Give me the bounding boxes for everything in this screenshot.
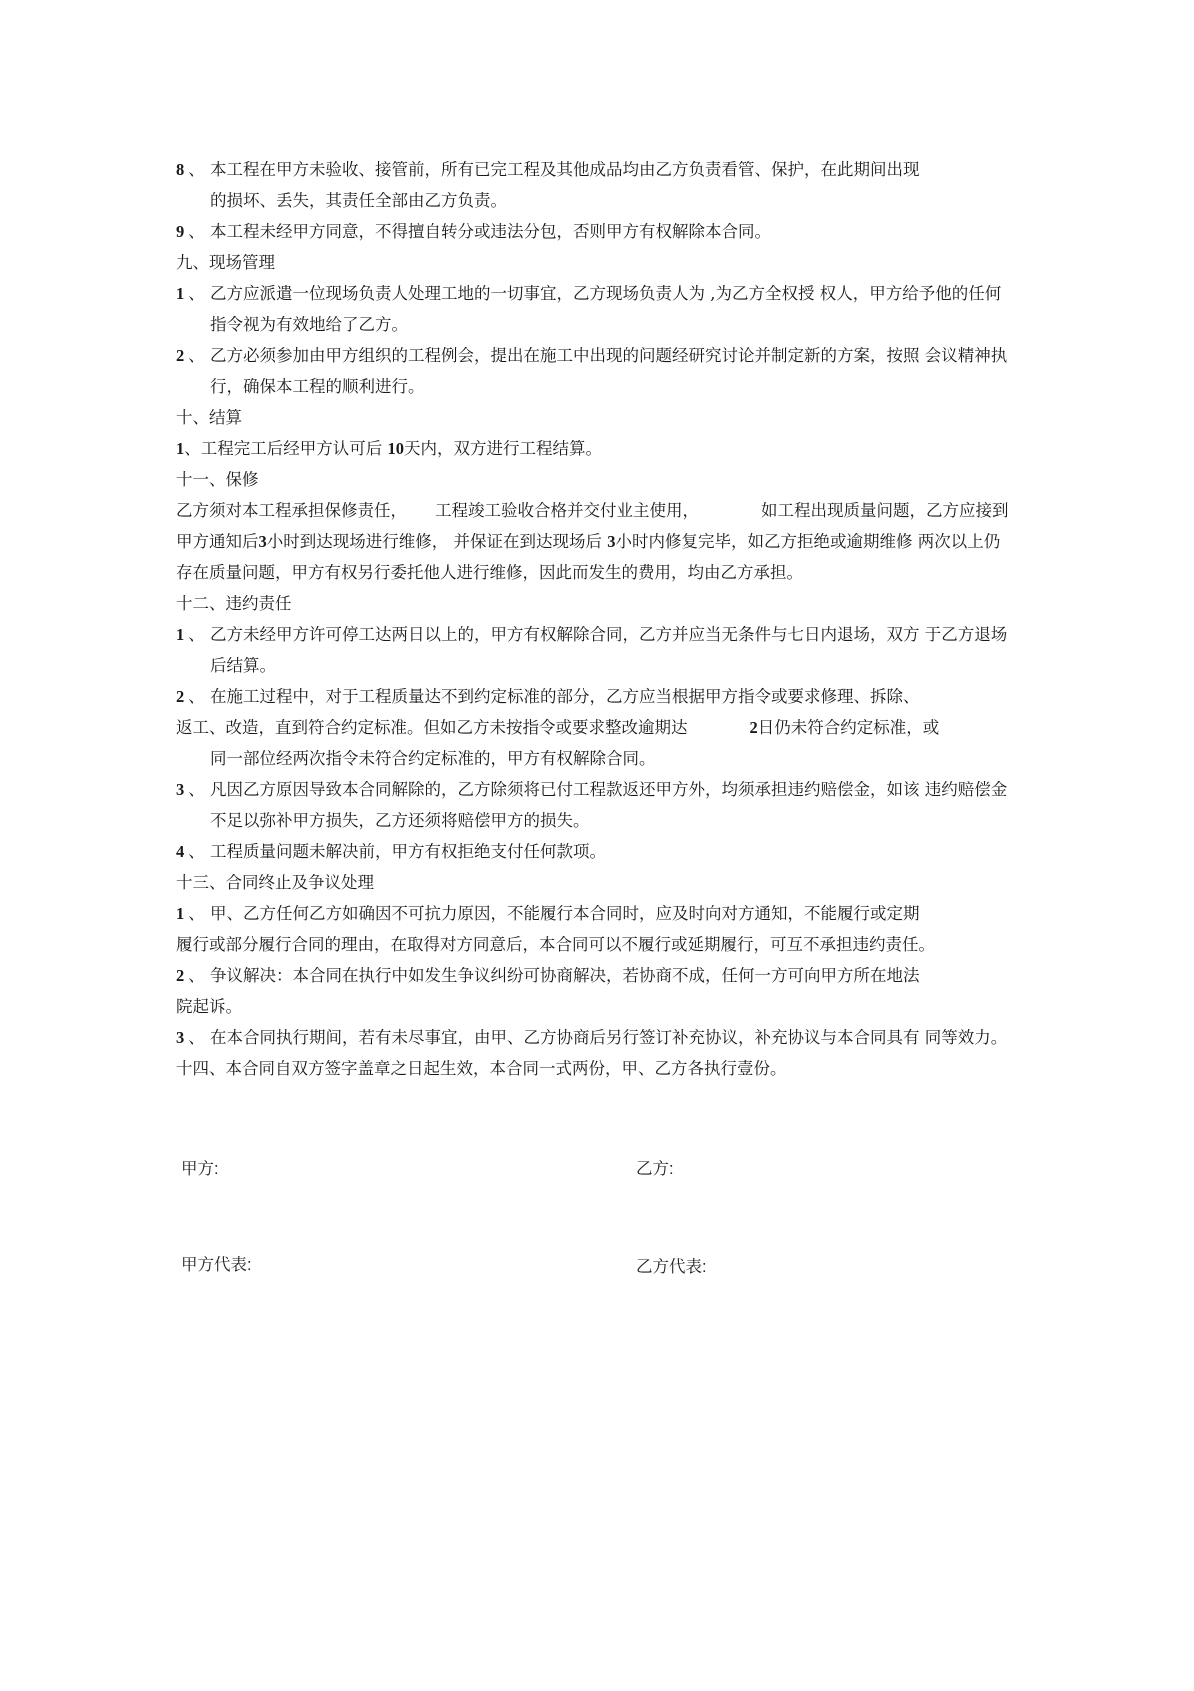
termination-clause-2-line-2: 院起诉。 <box>176 997 242 1016</box>
termination-clause-3-line-1: 3 、 在本合同执行期间，若有未尽事宜，由甲、乙方协商后另行签订补充协议，补充协议与本合同具有 同等效力。 <box>176 1028 1008 1047</box>
section-heading-settlement: 十、结算 <box>176 408 242 427</box>
settlement-clause-1: 1、工程完工后经甲方认可后 10天内，双方进行工程结算。 <box>176 439 602 458</box>
section-heading-warranty: 十一、保修 <box>176 470 259 489</box>
site-clause-1-line-2: 指令视为有效地给了乙方。 <box>210 315 408 334</box>
clause-8-line-1: 8 、 本工程在甲方未验收、接管前，所有已完工程及其他成品均由乙方负责看管、保护，在此期间出现 <box>176 160 920 179</box>
breach-clause-3-line-2: 不足以弥补甲方损失，乙方还须将赔偿甲方的损失。 <box>210 811 590 830</box>
termination-clause-1-line-2: 履行或部分履行合同的理由，在取得对方同意后，本合同可以不履行或延期履行，可互不承担违约责任。 <box>176 935 935 954</box>
site-clause-2-line-1: 2 、 乙方必须参加由甲方组织的工程例会，提出在施工中出现的问题经研究讨论并制定新的方案，按照 会议精神执 <box>176 346 1008 365</box>
party-b-signature-label: 乙方: <box>636 1160 674 1178</box>
breach-clause-3-line-1: 3 、 凡因乙方原因导致本合同解除的，乙方除须将已付工程款返还甲方外，均须承担违约赔偿金，如该 违约赔偿金 <box>176 780 1008 799</box>
clause-9-line-1: 9 、 本工程未经甲方同意，不得擅自转分或违法分包，否则甲方有权解除本合同。 <box>176 222 771 241</box>
termination-clause-2-line-1: 2 、 争议解决：本合同在执行中如发生争议纠纷可协商解决，若协商不成，任何一方可向甲方所在地法 <box>176 966 920 985</box>
clause-8-line-2: 的损坏、丢失，其责任全部由乙方负责。 <box>210 191 507 210</box>
breach-clause-1-line-2: 后结算。 <box>210 656 276 675</box>
warranty-line-2: 甲方通知后3小时到达现场进行维修， 并保证在到达现场后 3小时内修复完毕，如乙方拒绝或逾期维修 两次以上仍 <box>176 532 1001 551</box>
party-b-representative-label: 乙方代表: <box>636 1258 707 1276</box>
section-heading-site-management: 九、现场管理 <box>176 253 275 272</box>
final-clause: 十四、本合同自双方签字盖章之日起生效，本合同一式两份，甲、乙方各执行壹份。 <box>176 1059 787 1078</box>
breach-clause-2-line-1: 2 、 在施工过程中，对于工程质量达不到约定标准的部分，乙方应当根据甲方指令或要求修理、拆除、 <box>176 687 920 706</box>
breach-clause-2-line-3: 同一部位经两次指令未符合约定标准的，甲方有权解除合同。 <box>210 749 656 768</box>
party-a-representative-label: 甲方代表: <box>181 1256 252 1274</box>
warranty-line-1: 乙方须对本工程承担保修责任， 工程竣工验收合格并交付业主使用， 如工程出现质量问题，乙方应接到 <box>176 501 1009 520</box>
contract-body <box>176 154 1136 1084</box>
party-a-signature-label: 甲方: <box>181 1160 219 1178</box>
breach-clause-2-line-2: 返工、改造，直到符合约定标准。但如乙方未按指令或要求整改逾期达 2日仍未符合约定标准，或 <box>176 718 940 737</box>
site-clause-2-line-2: 行，确保本工程的顺利进行。 <box>210 377 425 396</box>
section-heading-breach: 十二、违约责任 <box>176 594 292 613</box>
warranty-line-3: 存在质量问题，甲方有权另行委托他人进行维修，因此而发生的费用，均由乙方承担。 <box>176 563 803 582</box>
breach-clause-4-line-1: 4 、 工程质量问题未解决前，甲方有权拒绝支付任何款项。 <box>176 842 606 861</box>
breach-clause-1-line-1: 1 、 乙方未经甲方许可停工达两日以上的，甲方有权解除合同，乙方并应当无条件与七日内退场，双方 于乙方退场 <box>176 625 1008 644</box>
termination-clause-1-line-1: 1 、 甲、乙方任何乙方如确因不可抗力原因，不能履行本合同时，应及时向对方通知，不能履行或定期 <box>176 904 920 923</box>
site-clause-1-line-1: 1 、 乙方应派遣一位现场负责人处理工地的一切事宜，乙方现场负责人为 ,为乙方全权授 权人，甲方给予他的任何 <box>176 284 1002 303</box>
section-heading-termination: 十三、合同终止及争议处理 <box>176 873 374 892</box>
